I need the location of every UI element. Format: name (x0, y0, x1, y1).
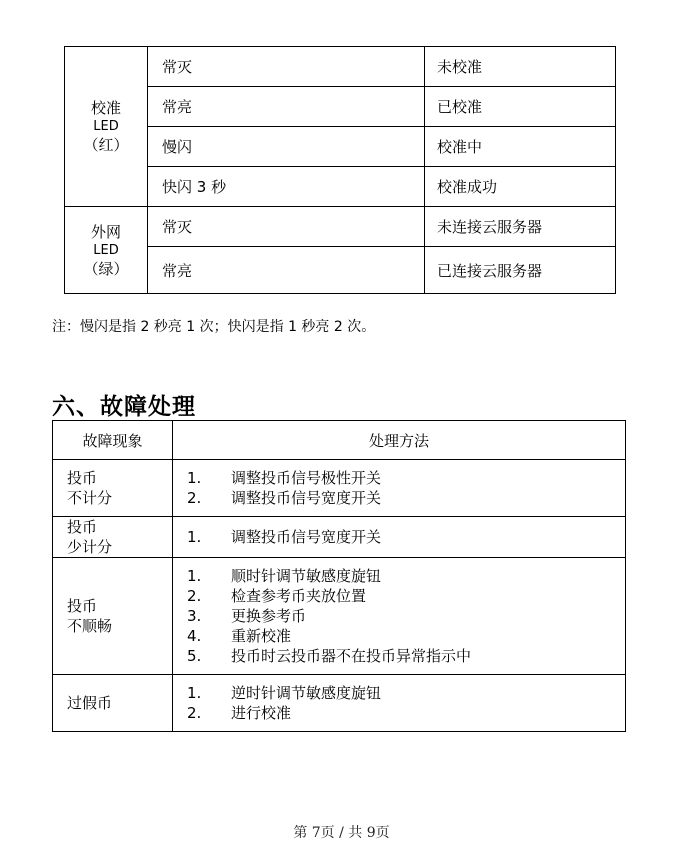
led-state: 常亮 (148, 247, 425, 294)
header-solution: 处理方法 (173, 421, 626, 460)
page-footer: 第 7页 / 共 9页 (293, 825, 390, 841)
fault-solution (173, 558, 626, 675)
symptom-line: 投币 (67, 597, 98, 615)
fault-symptom (53, 558, 173, 675)
step-text: 进行校准 (231, 704, 292, 722)
symptom-line: 少计分 (67, 538, 113, 556)
fault-row (53, 460, 626, 517)
solution-step (187, 703, 625, 723)
solution-step (187, 683, 625, 703)
led-group-network (65, 207, 148, 294)
solution-step (187, 566, 625, 586)
led-meaning: 已连接云服务器 (425, 247, 616, 294)
section-title: 六、故障处理 (52, 394, 196, 420)
solution-step (187, 646, 625, 666)
fault-row (53, 558, 626, 675)
solution-step (187, 606, 625, 626)
fault-symptom (53, 460, 173, 517)
led-state: 常灭 (148, 47, 425, 87)
led-group-color: （红） (83, 136, 129, 154)
step-number: 1. (187, 528, 202, 546)
step-text: 调整投币信号宽度开关 (231, 528, 382, 546)
led-group-color: （绿） (83, 259, 129, 278)
step-number: 2. (187, 489, 202, 507)
step-number: 5. (187, 647, 202, 665)
solution-step (187, 488, 625, 508)
solution-step (187, 468, 625, 488)
fault-symptom (53, 675, 173, 732)
solution-step (187, 626, 625, 646)
step-number: 1. (187, 684, 202, 702)
step-number: 4. (187, 627, 202, 645)
fault-solution (173, 675, 626, 732)
fault-solution (173, 517, 626, 558)
step-text: 逆时针调节敏感度旋钮 (231, 684, 382, 702)
solution-step (187, 527, 625, 547)
step-text: 更换参考币 (231, 607, 307, 625)
header-symptom: 故障现象 (53, 421, 173, 460)
led-group-sub: LED (93, 242, 119, 258)
step-text: 顺时针调节敏感度旋钮 (231, 567, 382, 585)
led-meaning: 已校准 (425, 87, 616, 127)
led-meaning: 校准中 (425, 127, 616, 167)
led-meaning: 未校准 (425, 47, 616, 87)
symptom-line: 过假币 (67, 694, 113, 712)
blink-note: 注：慢闪是指 2 秒亮 1 次；快闪是指 1 秒亮 2 次。 (52, 319, 376, 335)
step-number: 3. (187, 607, 202, 625)
led-state: 快闪 3 秒 (148, 167, 425, 207)
step-text: 投币时云投币器不在投币异常指示中 (231, 647, 472, 665)
fault-row (53, 675, 626, 732)
troubleshooting-table (52, 420, 626, 732)
led-state: 常亮 (148, 87, 425, 127)
step-number: 1. (187, 567, 202, 585)
led-group-sub: LED (93, 119, 119, 134)
step-text: 重新校准 (231, 627, 292, 645)
step-text: 检查参考币夹放位置 (231, 587, 367, 605)
fault-symptom (53, 517, 173, 558)
led-group-name: 校准 (90, 99, 121, 117)
solution-steps (187, 683, 625, 723)
led-meaning: 校准成功 (425, 167, 616, 207)
solution-step (187, 586, 625, 606)
step-number: 2. (187, 587, 202, 605)
fault-solution (173, 460, 626, 517)
symptom-line: 投币 (67, 469, 98, 487)
step-number: 2. (187, 704, 202, 722)
solution-steps (187, 566, 625, 666)
solution-steps (187, 527, 625, 547)
led-state: 常灭 (148, 207, 425, 247)
led-state: 慢闪 (148, 127, 425, 167)
step-text: 调整投币信号宽度开关 (231, 489, 382, 507)
step-text: 调整投币信号极性开关 (231, 469, 382, 487)
step-number: 1. (187, 469, 202, 487)
fault-row (53, 517, 626, 558)
led-meaning: 未连接云服务器 (425, 207, 616, 247)
symptom-line: 不计分 (67, 489, 113, 507)
led-group-name: 外网 (90, 222, 121, 241)
symptom-line: 不顺畅 (67, 617, 113, 635)
symptom-line: 投币 (67, 518, 98, 536)
led-status-table (64, 46, 616, 294)
led-group-calibration (65, 47, 148, 207)
solution-steps (187, 468, 625, 508)
